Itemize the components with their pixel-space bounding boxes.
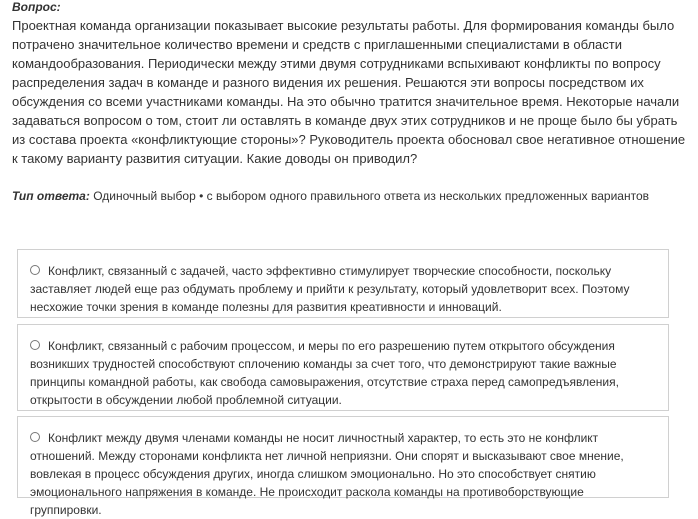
answer-option-1[interactable]: [17, 249, 669, 318]
answer-type-value: Одиночный выбор • с выбором одного правильного ответа из нескольких предложенных вариантов: [93, 189, 650, 203]
answer-type-label: Тип ответа:: [12, 189, 90, 203]
answer-option-text: Конфликт, связанный с задачей, часто эффективно стимулирует творческие способности, поскольку заставляет людей еще раз обдумать проблему и прийти к результату, который удовлетворит всех. Поэтому несхожие точки зрения в команде полезны для развития креативности и инноваций.: [30, 264, 630, 314]
radio-icon[interactable]: [30, 265, 40, 275]
radio-icon[interactable]: [30, 432, 40, 442]
question-text: Проектная команда организации показывает высокие результаты работы. Для формирования команды было потрачено значительное количество времени и средств с приглашенными специалистами в области командообразования. Периодически между этими двумя сотрудниками вспыхивают конфликты по вопросу распределения задач в команде и разного видения их решения. Решаются эти вопросы посредством их обсуждения со всеми участниками команды. На это обычно тратится значительное время. Некоторые начали задаваться вопросом о том, стоит ли оставлять в команде двух этих сотрудников и не проще было бы убрать из состава проекта «конфликтующие стороны»? Руководитель проекта обосновал свое негативное отношение к такому варианту развития ситуации. Какие доводы он приводил?: [12, 18, 686, 166]
answer-option-text: Конфликт, связанный с рабочим процессом, и меры по его разрешению путем открытого обсуждения возникших трудностей способствуют сплочению команды за счет того, что демонстрируют такие важные принципы командной работы, как свобода самовыражения, отсутствие страха перед самопредъявления, открытости в обсуждении любой проблемной ситуации.: [30, 339, 619, 407]
question-label: Вопрос:: [12, 0, 61, 14]
answer-type: [12, 189, 688, 203]
answer-option-2[interactable]: [17, 324, 669, 411]
radio-icon[interactable]: [30, 340, 40, 350]
answer-option-text: Конфликт между двумя членами команды не носит личностный характер, то есть это не конфликт отношений. Между сторонами конфликта нет личной неприязни. Они спорят и высказывают свое мнение, вовлекая в процесс обсуждения других, иногда слишком эмоционально. Но это способствует снятию эмоционального напряжения в команде. Не происходит раскола команды на противоборствующие группировки.: [30, 431, 624, 517]
answer-option-3[interactable]: [17, 416, 669, 517]
